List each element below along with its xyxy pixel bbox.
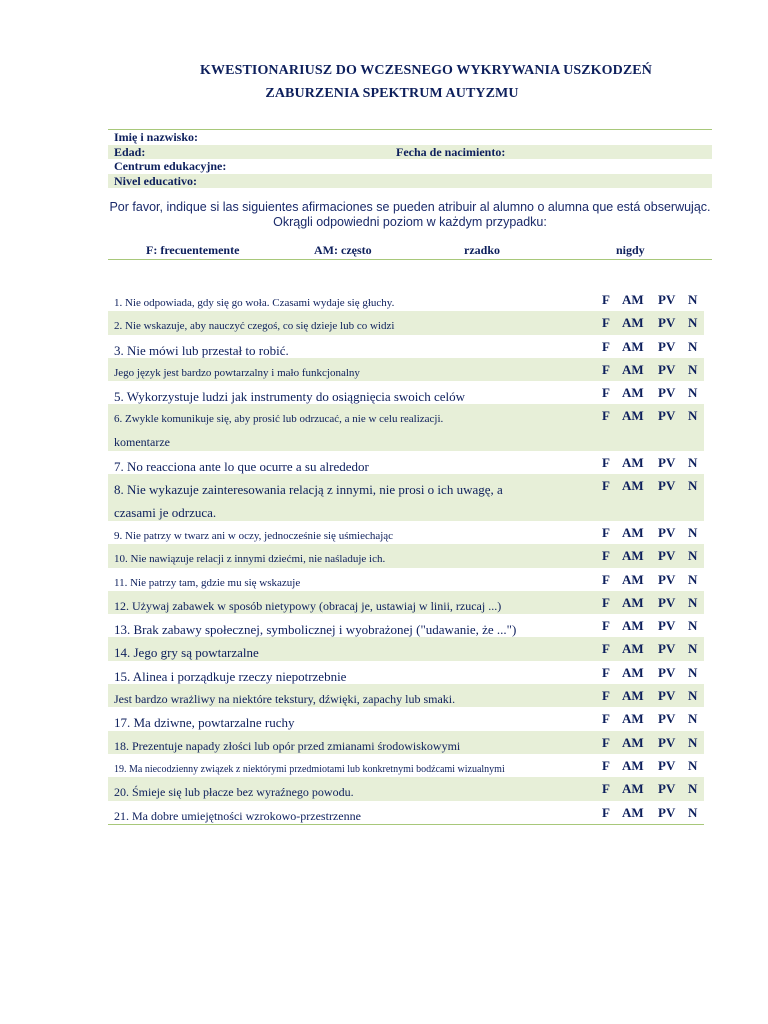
table-row — [108, 591, 704, 614]
option-am[interactable]: AM — [622, 292, 644, 307]
option-n[interactable]: N — [688, 734, 698, 750]
option-pv[interactable]: PV — [658, 315, 676, 331]
question-text — [114, 478, 584, 524]
option-pv[interactable]: PV — [658, 385, 676, 401]
table-row — [108, 614, 704, 637]
question-text: Jest bardzo wrażliwy na niektóre tekstury, dźwięki, zapachy lub smaki. — [114, 692, 456, 707]
option-f[interactable]: F — [602, 455, 610, 471]
option-am[interactable]: AM — [622, 548, 644, 564]
option-f[interactable]: F — [602, 385, 610, 401]
option-am[interactable]: AM — [622, 711, 644, 727]
center-row — [108, 159, 712, 174]
option-f[interactable]: F — [602, 571, 610, 587]
option-n[interactable]: N — [688, 618, 698, 634]
option-pv[interactable]: PV — [658, 804, 676, 820]
question-text: 17. Ma dziwne, powtarzalne ruchy — [114, 715, 295, 731]
question-line: komentarze — [114, 435, 170, 450]
question-text: 2. Nie wskazuje, aby nauczyć czegoś, co się dzieje lub co widzi — [114, 320, 395, 333]
option-am[interactable]: AM — [622, 361, 644, 377]
table-row — [108, 521, 704, 544]
option-am[interactable]: AM — [622, 385, 644, 401]
option-am[interactable]: AM — [622, 408, 644, 424]
option-f[interactable]: F — [602, 804, 610, 820]
table-row — [108, 684, 704, 707]
option-am[interactable]: AM — [622, 571, 644, 587]
option-am[interactable]: AM — [622, 664, 644, 680]
table-row — [108, 288, 704, 311]
question-text: 13. Brak zabawy społecznej, symbolicznej i wyobrażonej ("udawanie, że ...") — [114, 622, 517, 638]
question-text: 1. Nie odpowiada, gdy się go woła. Czasami wydaje się głuchy. — [114, 297, 395, 309]
option-n[interactable]: N — [688, 548, 698, 564]
option-n[interactable]: N — [688, 688, 698, 704]
option-f[interactable]: F — [602, 618, 610, 634]
question-line: czasami je odrzuca. — [114, 505, 217, 521]
table-row — [108, 474, 704, 521]
table-row — [108, 754, 704, 777]
option-n[interactable]: N — [688, 757, 698, 773]
option-pv[interactable]: PV — [658, 338, 676, 354]
table-row — [108, 731, 704, 754]
option-pv[interactable]: PV — [658, 641, 676, 657]
option-am[interactable]: AM — [622, 641, 644, 657]
option-f[interactable]: F — [602, 315, 610, 331]
question-text: 15. Alinea i porządkuje rzeczy niepotrzebnie — [114, 668, 347, 684]
option-am[interactable]: AM — [622, 594, 644, 610]
question-text: Jego język jest bardzo powtarzalny i mało funkcjonalny — [114, 366, 360, 379]
table-row — [108, 568, 704, 591]
option-am[interactable]: AM — [622, 781, 644, 797]
option-n[interactable]: N — [688, 315, 698, 331]
option-f[interactable]: F — [602, 361, 610, 377]
option-pv[interactable]: PV — [658, 618, 676, 634]
page-subtitle: ZABURZENIA SPEKTRUM AUTYZMU — [265, 86, 519, 101]
legend-pv: rzadko — [464, 243, 500, 257]
legend-f: F: frecuentemente — [146, 243, 240, 257]
option-pv[interactable]: PV — [658, 688, 676, 704]
option-n[interactable]: N — [688, 338, 698, 354]
option-n[interactable]: N — [688, 361, 698, 377]
option-f[interactable]: F — [602, 688, 610, 704]
option-n[interactable]: N — [688, 478, 698, 494]
table-row — [108, 311, 704, 334]
table-row — [108, 801, 704, 824]
option-am[interactable]: AM — [622, 757, 644, 773]
option-f[interactable]: F — [602, 757, 610, 773]
option-f[interactable]: F — [602, 664, 610, 680]
option-f[interactable]: F — [602, 524, 610, 540]
option-f[interactable]: F — [602, 734, 610, 750]
option-am[interactable]: AM — [622, 455, 644, 471]
option-n[interactable]: N — [688, 711, 698, 727]
level-label: Nivel educativo: — [114, 173, 197, 188]
table-row — [108, 661, 704, 684]
option-n[interactable]: N — [688, 571, 698, 587]
page-title: KWESTIONARIUSZ DO WCZESNEGO WYKRYWANIA USZKODZEŃ — [200, 63, 652, 78]
question-text: 20. Śmieje się lub płacze bez wyraźnego powodu. — [114, 785, 354, 800]
option-f[interactable]: F — [602, 781, 610, 797]
question-text: 10. Nie nawiązuje relacji z innymi dziećmi, nie naśladuje ich. — [114, 553, 386, 566]
option-pv[interactable]: PV — [658, 734, 676, 750]
question-text: 18. Prezentuje napady złości lub opór przed zmianami środowiskowymi — [114, 738, 461, 753]
option-f[interactable]: F — [602, 408, 610, 424]
option-am[interactable]: AM — [622, 338, 644, 354]
question-text: 5. Wykorzystuje ludzi jak instrumenty do osiągnięcia swoich celów — [114, 389, 465, 405]
option-n[interactable]: N — [688, 292, 698, 307]
option-am[interactable]: AM — [622, 618, 644, 634]
table-row — [108, 381, 704, 404]
option-f[interactable]: F — [602, 711, 610, 727]
name-label: Imię i nazwisko: — [114, 130, 198, 144]
question-line: 8. Nie wykazuje zainteresowania relacją z innymi, nie prosi o ich uwagę, a — [114, 482, 503, 498]
legend — [108, 243, 712, 260]
question-text: 21. Ma dobre umiejętności wzrokowo-przestrzenne — [114, 808, 361, 823]
question-text: 9. Nie patrzy w twarz ani w oczy, jednocześnie się uśmiechając — [114, 529, 394, 542]
option-pv[interactable]: PV — [658, 455, 676, 471]
question-text — [114, 408, 584, 455]
level-row — [108, 174, 712, 189]
option-pv[interactable]: PV — [658, 711, 676, 727]
question-text: 11. Nie patrzy tam, gdzie mu się wskazuje — [114, 576, 301, 589]
option-pv[interactable]: PV — [658, 594, 676, 610]
table-row — [108, 544, 704, 567]
name-row — [108, 130, 712, 145]
table-row — [108, 335, 704, 358]
option-pv[interactable]: PV — [658, 524, 676, 540]
birth-label: Fecha de nacimiento: — [396, 144, 506, 159]
student-info — [108, 129, 712, 188]
option-f[interactable]: F — [602, 338, 610, 354]
option-pv[interactable]: PV — [658, 292, 676, 307]
option-pv[interactable]: PV — [658, 548, 676, 564]
question-text: 3. Nie mówi lub przestał to robić. — [114, 342, 289, 358]
table-row — [108, 777, 704, 800]
question-text: 12. Używaj zabawek w sposób nietypowy (obracaj je, ustawiaj w linii, rzucaj ...) — [114, 598, 502, 613]
option-pv[interactable]: PV — [658, 361, 676, 377]
table-row — [108, 358, 704, 381]
question-text: 7. No reacciona ante lo que ocurre a su alrededor — [114, 459, 369, 475]
center-label: Centrum edukacyjne: — [114, 159, 227, 173]
table-row — [108, 404, 704, 451]
option-f[interactable]: F — [602, 641, 610, 657]
option-n[interactable]: N — [688, 804, 698, 820]
option-f[interactable]: F — [602, 548, 610, 564]
table-row — [108, 637, 704, 660]
option-n[interactable]: N — [688, 524, 698, 540]
option-n[interactable]: N — [688, 641, 698, 657]
question-line: 6. Zwykle komunikuje się, aby prosić lub odrzucać, a nie w celu realizacji. — [114, 413, 444, 426]
age-row — [108, 145, 712, 160]
option-pv[interactable]: PV — [658, 757, 676, 773]
option-pv[interactable]: PV — [658, 408, 676, 424]
table-row — [108, 451, 704, 474]
option-am[interactable]: AM — [622, 524, 644, 540]
option-pv[interactable]: PV — [658, 781, 676, 797]
option-f[interactable]: F — [602, 594, 610, 610]
option-n[interactable]: N — [688, 664, 698, 680]
option-am[interactable]: AM — [622, 478, 644, 494]
question-text: 19. Ma niecodzienny związek z niektórymi przedmiotami lub konkretnymi bodźcami wizualnymi — [114, 763, 505, 775]
option-am[interactable]: AM — [622, 688, 644, 704]
option-f[interactable]: F — [602, 478, 610, 494]
option-am[interactable]: AM — [622, 315, 644, 331]
option-f[interactable]: F — [602, 292, 610, 307]
legend-am: AM: często — [314, 243, 372, 257]
legend-n: nigdy — [616, 243, 645, 257]
option-am[interactable]: AM — [622, 734, 644, 750]
option-n[interactable]: N — [688, 594, 698, 610]
question-text: 14. Jego gry są powtarzalne — [114, 645, 259, 661]
option-pv[interactable]: PV — [658, 571, 676, 587]
instructions: Por favor, indique si las siguientes afirmaciones se pueden atribuir al alumno o alumna que está obserwując. Okrągli odpowiedni poziom w każdym przypadku: — [109, 200, 711, 229]
option-pv[interactable]: PV — [658, 664, 676, 680]
option-n[interactable]: N — [688, 385, 698, 401]
option-n[interactable]: N — [688, 781, 698, 797]
option-am[interactable]: AM — [622, 804, 644, 820]
table-row — [108, 707, 704, 730]
option-pv[interactable]: PV — [658, 478, 676, 494]
age-label: Edad: — [114, 144, 146, 159]
option-n[interactable]: N — [688, 408, 698, 424]
option-n[interactable]: N — [688, 455, 698, 471]
questionnaire-table — [108, 288, 704, 825]
